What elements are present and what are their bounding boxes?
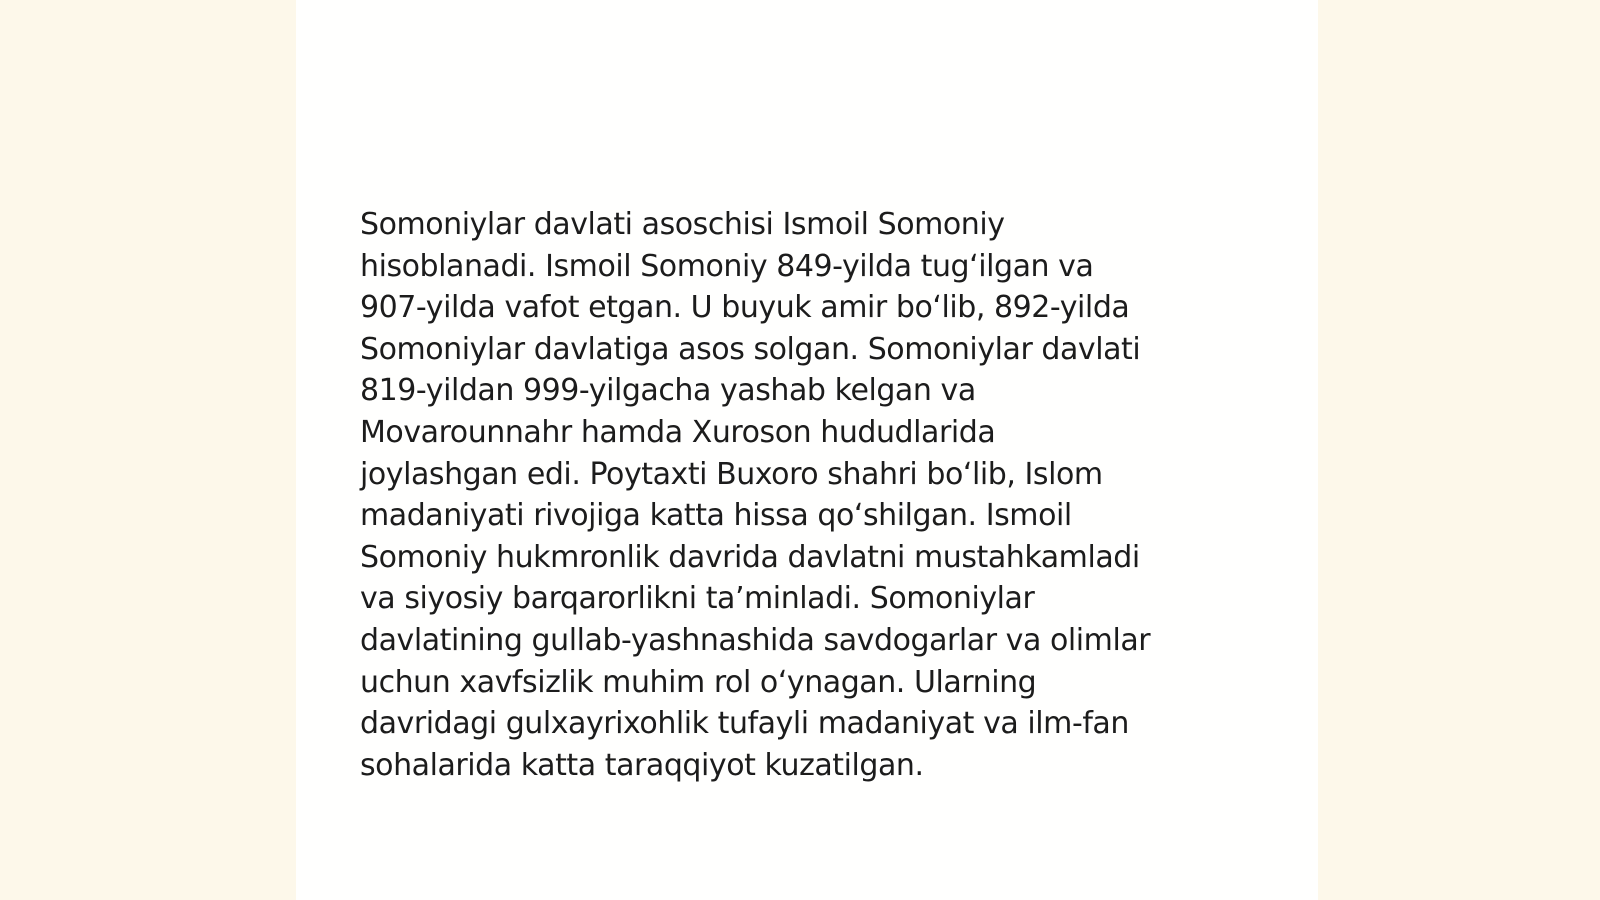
paragraph-line: uchun xavfsizlik muhim rol oʻynagan. Ularning <box>360 664 1037 700</box>
paragraph-line: va siyosiy barqarorlikni taʼminladi. Somoniylar <box>360 581 1035 617</box>
paragraph-line: Somoniy hukmronlik davrida davlatni mustahkamladi <box>360 539 1140 575</box>
paragraph-line: 907-yilda vafot etgan. U buyuk amir boʻlib, 892-yilda <box>360 290 1130 326</box>
document-page <box>296 0 1318 900</box>
paragraph-line: madaniyati rivojiga katta hissa qoʻshilgan. Ismoil <box>360 498 1072 534</box>
paragraph-line: davlatining gullab-yashnashida savdogarlar va olimlar <box>360 622 1151 658</box>
paragraph-line: sohalarida katta taraqqiyot kuzatilgan. <box>360 747 924 783</box>
paragraph-line: hisoblanadi. Ismoil Somoniy 849-yilda tugʻilgan va <box>360 248 1094 284</box>
paragraph-line: Somoniylar davlati asoschisi Ismoil Somoniy <box>360 207 1005 242</box>
paragraph-line: joylashgan edi. Poytaxti Buxoro shahri boʻlib, Islom <box>360 456 1103 492</box>
right-margin-background <box>1318 0 1600 900</box>
left-margin-background <box>0 0 296 900</box>
paragraph-line: 819-yildan 999-yilgacha yashab kelgan va <box>360 373 976 409</box>
paragraph-line: davridagi gulxayrixohlik tufayli madaniyat va ilm-fan <box>360 706 1129 742</box>
body-paragraph <box>360 204 1260 786</box>
paragraph-line: Somoniylar davlatiga asos solgan. Somoniylar davlati <box>360 331 1141 367</box>
paragraph-line: Movarounnahr hamda Xuroson hududlarida <box>360 414 996 450</box>
